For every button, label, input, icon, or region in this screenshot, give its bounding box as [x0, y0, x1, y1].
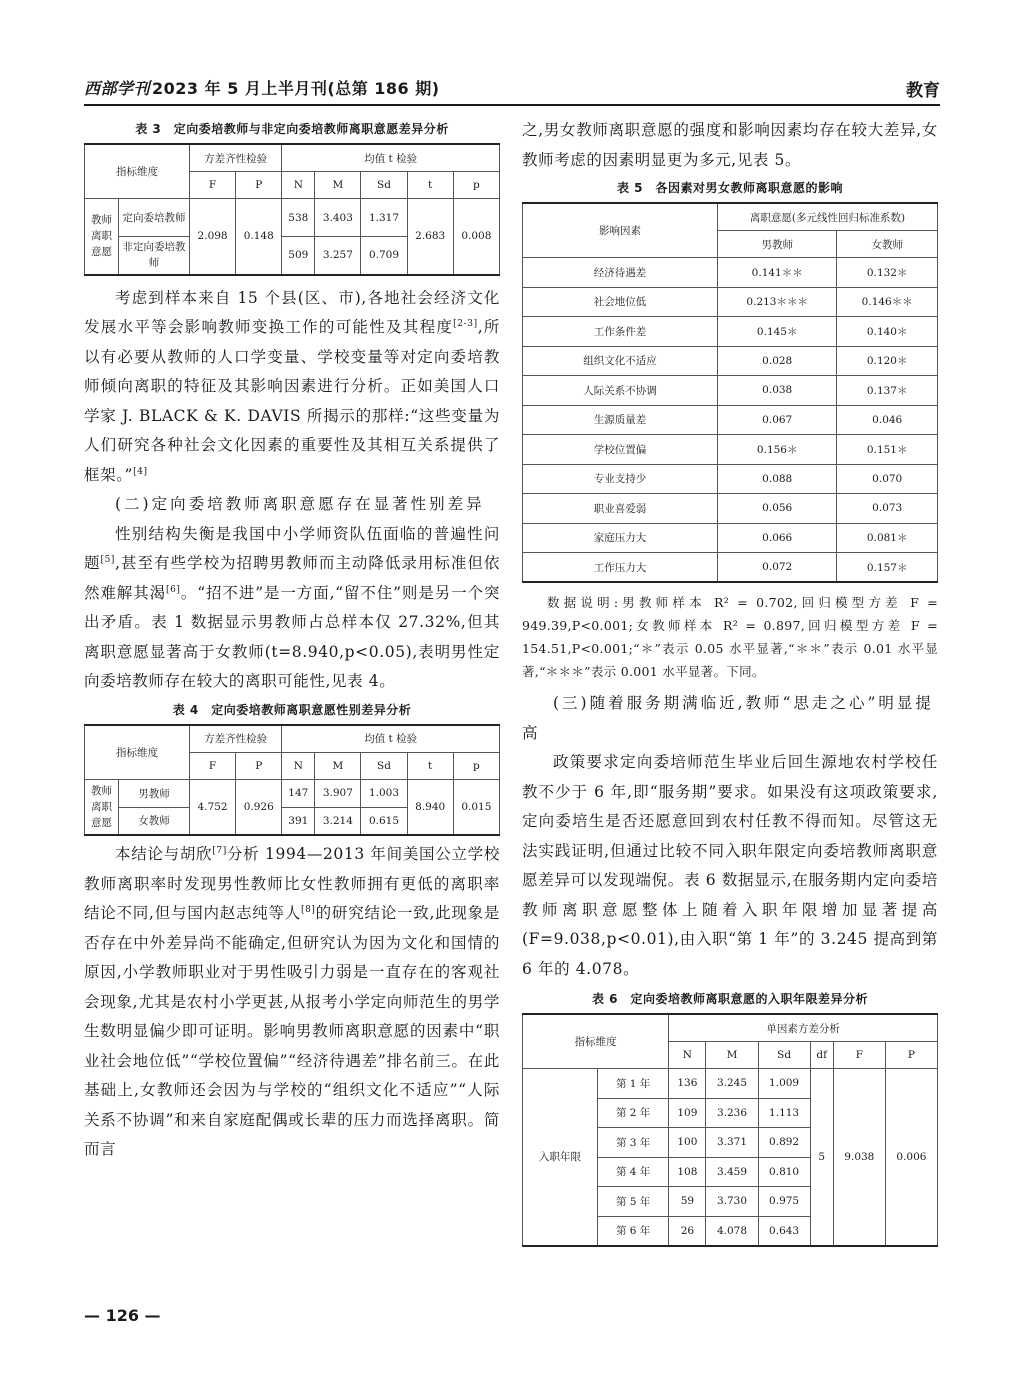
- table6-cell-Sd: 0.810: [758, 1157, 810, 1187]
- table4-col: p: [453, 752, 499, 779]
- table-row: [523, 346, 938, 376]
- table4-row-label: 女教师: [118, 807, 189, 835]
- table4-cell: 3.907: [315, 779, 361, 807]
- table5-cell-factor: 经济待遇差: [523, 258, 718, 288]
- table6-cell-Sd: 1.009: [758, 1069, 810, 1099]
- table6-col: P: [885, 1042, 937, 1069]
- table5-cell-female: 0.073: [837, 494, 938, 524]
- table6-cell-F: 9.038: [833, 1069, 885, 1246]
- table4-col: P: [236, 752, 282, 779]
- table5-cell-factor: 人际关系不协调: [523, 376, 718, 406]
- paragraph: 政策要求定向委培师范生毕业后回生源地农村学校任教不少于 6 年,即“服务期”要求。如果没有这项政策要求,定向委培生是否还愿意回到农村任教不得而知。尽管这无法实践证明,但通过比较不同入职年限定向委培教师离职意愿差异可以发现端倪。表 6 数据显示,在服务期内定向委培教师离职意愿整体上随着入职年限增加显著提高(F=9.038,p<0.01),由入职“第 1 年”的 3.245 提高到第 6 年的 4.078。: [522, 753, 938, 978]
- table3-cell: 0.709: [361, 237, 407, 275]
- table5-header-female: 女教师: [837, 231, 938, 258]
- table5-cell-male: 0.141＊＊: [718, 258, 837, 288]
- section-heading: (二)定向委培教师离职意愿存在显著性别差异: [115, 495, 485, 513]
- table5-cell-female: 0.157＊: [837, 553, 938, 583]
- table6-header-dim: 指标维度: [523, 1014, 669, 1069]
- table3-cell: 0.008: [453, 199, 499, 275]
- table3-cell: 3.257: [315, 237, 361, 275]
- table3-header-ttest: 均值 t 检验: [282, 144, 500, 172]
- table3-cell: 1.317: [361, 199, 407, 237]
- table4-col: N: [282, 752, 315, 779]
- table4-col: F: [190, 752, 236, 779]
- table6-cell-N: 26: [669, 1216, 706, 1246]
- table5-cell-male: 0.066: [718, 523, 837, 553]
- table5-cell-factor: 工作条件差: [523, 317, 718, 347]
- table6-cell-year: 第 5 年: [598, 1187, 669, 1217]
- table6-cell-year: 第 1 年: [598, 1069, 669, 1099]
- table5-cell-female: 0.140＊: [837, 317, 938, 347]
- table6-cell-year: 第 6 年: [598, 1216, 669, 1246]
- journal-title: [84, 76, 440, 99]
- table-row: [523, 376, 938, 406]
- citation: [8]: [300, 904, 316, 915]
- table3-cell: 3.403: [315, 199, 361, 237]
- table4-cell: 3.214: [315, 807, 361, 835]
- table-row: [523, 258, 938, 288]
- paragraph: 本结论与胡欣[7]分析 1994—2013 年间美国公立学校教师离职率时发现男性教师比女性教师拥有更低的离职率结论不同,但与国内赵志纯等人[8]的研究结论一致,此现象是否存在中外差异尚不能确定,但研究认为因为文化和国情的原因,小学教师职业对于男性吸引力弱是一直存在的客观社会现象,尤其是农村小学更甚,从报考小学定向师范生的男学生数明显偏少即可证明。影响男教师离职意愿的因素中“职业社会地位低”“学校位置偏”“经济待遇差”排名前三。在此基础上,女教师还会因为与学校的“组织文化不适应”“人际关系不协调”和来自家庭配偶或长辈的压力而选择离职。简而言: [84, 845, 500, 1158]
- table4-cell: 8.940: [407, 779, 453, 835]
- page-number: — 126 —: [84, 1306, 161, 1325]
- table3-row-label: 定向委培教师: [118, 199, 189, 237]
- paragraph: 之,男女教师离职意愿的强度和影响因素均存在较大差异,女教师考虑的因素明显更为多元,见表 5。: [522, 121, 938, 169]
- table3-col: p: [453, 172, 499, 199]
- table6-cell-M: 3.236: [706, 1098, 758, 1128]
- table5-cell-factor: 工作压力大: [523, 553, 718, 583]
- table-row: [523, 435, 938, 465]
- table5-cell-male: 0.056: [718, 494, 837, 524]
- section-heading: (三)随着服务期满临近,教师“思走之心”明显提高: [522, 694, 934, 742]
- table6-col: M: [706, 1042, 758, 1069]
- table3-col: N: [282, 172, 315, 199]
- table5-caption: 表 5 各因素对男女教师离职意愿的影响: [616, 181, 844, 195]
- table6-cell-N: 136: [669, 1069, 706, 1099]
- table6-cell-year: 第 4 年: [598, 1157, 669, 1187]
- table5-cell-male: 0.213＊＊＊: [718, 287, 837, 317]
- citation: [6]: [165, 584, 181, 595]
- table5-cell-factor: 社会地位低: [523, 287, 718, 317]
- citation: [4]: [133, 466, 148, 477]
- table3: [84, 143, 500, 276]
- table5-cell-factor: 职业喜爱弱: [523, 494, 718, 524]
- table4: [84, 724, 500, 837]
- table4-row-group: 教师离职意愿: [85, 779, 119, 835]
- table4-cell: 0.015: [453, 779, 499, 835]
- table5-cell-female: 0.081＊: [837, 523, 938, 553]
- table4-header-levene: 方差齐性检验: [190, 725, 282, 753]
- table3-col: M: [315, 172, 361, 199]
- table-row: [523, 553, 938, 583]
- table5-cell-female: 0.146＊＊: [837, 287, 938, 317]
- table6-cell-year: 第 2 年: [598, 1098, 669, 1128]
- table6-cell-M: 3.730: [706, 1187, 758, 1217]
- table6-header-anova: 单因素方差分析: [669, 1014, 938, 1042]
- table5-cell-female: 0.137＊: [837, 376, 938, 406]
- citation: [5]: [100, 554, 116, 565]
- table5-cell-female: 0.132＊: [837, 258, 938, 288]
- table6-cell-M: 4.078: [706, 1216, 758, 1246]
- table5-cell-male: 0.028: [718, 346, 837, 376]
- left-column: [84, 118, 500, 1165]
- table3-caption: 表 3 定向委培教师与非定向委培教师离职意愿差异分析: [135, 122, 449, 136]
- table-row: [523, 287, 938, 317]
- table-row: [523, 317, 938, 347]
- table6-col: Sd: [758, 1042, 810, 1069]
- table5-cell-factor: 生源质量差: [523, 405, 718, 435]
- table4-header-dim: 指标维度: [85, 725, 190, 780]
- table3-header-dim: 指标维度: [85, 144, 190, 199]
- table6: [522, 1013, 938, 1247]
- page-header: [84, 74, 940, 106]
- citation: [7]: [212, 845, 227, 856]
- table6-col: F: [833, 1042, 885, 1069]
- table5-header-factor: 影响因素: [523, 203, 718, 258]
- table-note: 数据说明:男教师样本 R² = 0.702,回归模型方差 F = 949.39,P<0.001;女教师样本 R² = 0.897,回归模型方差 F = 154.51,P<0.001;“＊”表示 0.05 水平显著,“＊＊”表示 0.01 水平显著,“＊＊＊”表示 0.001 水平显著。下同。: [522, 595, 939, 679]
- table4-caption: 表 4 定向委培教师离职意愿性别差异分析: [172, 702, 412, 717]
- table5-cell-male: 0.072: [718, 553, 837, 583]
- table3-cell: 509: [282, 237, 315, 275]
- table-row: [523, 405, 938, 435]
- paragraph: 考虑到样本来自 15 个县(区、市),各地社会经济文化发展水平等会影响教师变换工作的可能性及其程度[2-3],所以有必要从教师的人口学变量、学校变量等对定向委培教师倾向离职的特征及其影响因素进行分析。正如美国人口学家 J. BLACK & K. DAVIS 所揭示的那样:“这些变量为人们研究各种社会文化因素的重要性及其相互关系提供了框架。”[4]: [84, 288, 500, 484]
- table6-cell-N: 108: [669, 1157, 706, 1187]
- table3-col: t: [407, 172, 453, 199]
- table5-cell-female: 0.046: [837, 405, 938, 435]
- table3-col: P: [236, 172, 282, 199]
- table4-cell: 0.615: [361, 807, 407, 835]
- table4-col: t: [407, 752, 453, 779]
- table5-header-male: 男教师: [718, 231, 837, 258]
- table-row: [523, 1069, 938, 1099]
- table3-header-levene: 方差齐性检验: [190, 144, 282, 172]
- table5-body: [523, 258, 938, 583]
- table3-col: Sd: [361, 172, 407, 199]
- table4-col: Sd: [361, 752, 407, 779]
- table3-col: F: [190, 172, 236, 199]
- table4-col: M: [315, 752, 361, 779]
- table6-cell-Sd: 0.975: [758, 1187, 810, 1217]
- issue-info: 2023 年 5 月上半月刊(总第 186 期): [152, 79, 440, 98]
- table5-cell-male: 0.038: [718, 376, 837, 406]
- table5-cell-female: 0.070: [837, 464, 938, 494]
- table5-cell-male: 0.088: [718, 464, 837, 494]
- table4-row-label: 男教师: [118, 779, 189, 807]
- table6-cell-year: 第 3 年: [598, 1128, 669, 1158]
- table5-cell-male: 0.067: [718, 405, 837, 435]
- table6-cell-M: 3.245: [706, 1069, 758, 1099]
- table6-row-group: 入职年限: [523, 1069, 598, 1246]
- table6-cell-df: 5: [810, 1069, 833, 1246]
- paragraph: 性别结构失衡是我国中小学师资队伍面临的普遍性问题[5],甚至有些学校为招聘男教师而主动降低录用标准但依然难解其渴[6]。“招不进”是一方面,“留不住”则是另一个突出矛盾。表 1 数据显示男教师占总样本仅 27.32%,但其离职意愿显著高于女教师(t=8.940,p<0.05),表明男性定向委培教师存在较大的离职可能性,见表 4。: [84, 524, 500, 690]
- table5-cell-female: 0.120＊: [837, 346, 938, 376]
- table3-cell: 2.098: [190, 199, 236, 275]
- table5: [522, 202, 938, 583]
- table-row: [523, 523, 938, 553]
- table4-cell: 4.752: [190, 779, 236, 835]
- table6-cell-Sd: 1.113: [758, 1098, 810, 1128]
- table4-cell: 0.926: [236, 779, 282, 835]
- table6-cell-Sd: 0.643: [758, 1216, 810, 1246]
- table5-cell-male: 0.145＊: [718, 317, 837, 347]
- table5-cell-factor: 组织文化不适应: [523, 346, 718, 376]
- table6-body: [523, 1069, 938, 1246]
- table6-caption: 表 6 定向委培教师离职意愿的入职年限差异分析: [591, 992, 869, 1006]
- table3-cell: 538: [282, 199, 315, 237]
- right-column: [522, 116, 938, 1247]
- table3-cell: 2.683: [407, 199, 453, 275]
- table5-header-group: 离职意愿(多元线性回归标准系数): [718, 203, 938, 231]
- table4-header-ttest: 均值 t 检验: [282, 725, 500, 753]
- table6-cell-N: 100: [669, 1128, 706, 1158]
- table5-cell-factor: 学校位置偏: [523, 435, 718, 465]
- table6-cell-P: 0.006: [885, 1069, 937, 1246]
- journal-logo: 西部学刊: [84, 79, 151, 98]
- table5-cell-male: 0.156＊: [718, 435, 837, 465]
- table6-col: df: [810, 1042, 833, 1069]
- table-row: [523, 464, 938, 494]
- table3-row-group: 教师离职意愿: [85, 199, 119, 275]
- table3-row-label: 非定向委培教师: [118, 237, 189, 275]
- table5-cell-factor: 家庭压力大: [523, 523, 718, 553]
- table6-cell-M: 3.459: [706, 1157, 758, 1187]
- table-row: [523, 494, 938, 524]
- table6-cell-Sd: 0.892: [758, 1128, 810, 1158]
- citation: [2-3]: [453, 318, 478, 329]
- table4-cell: 1.003: [361, 779, 407, 807]
- table6-cell-N: 59: [669, 1187, 706, 1217]
- table6-col: N: [669, 1042, 706, 1069]
- section-label: 教育: [906, 81, 940, 101]
- table6-cell-M: 3.371: [706, 1128, 758, 1158]
- table3-cell: 0.148: [236, 199, 282, 275]
- table6-cell-N: 109: [669, 1098, 706, 1128]
- table4-cell: 391: [282, 807, 315, 835]
- table5-cell-female: 0.151＊: [837, 435, 938, 465]
- table5-cell-factor: 专业支持少: [523, 464, 718, 494]
- table4-cell: 147: [282, 779, 315, 807]
